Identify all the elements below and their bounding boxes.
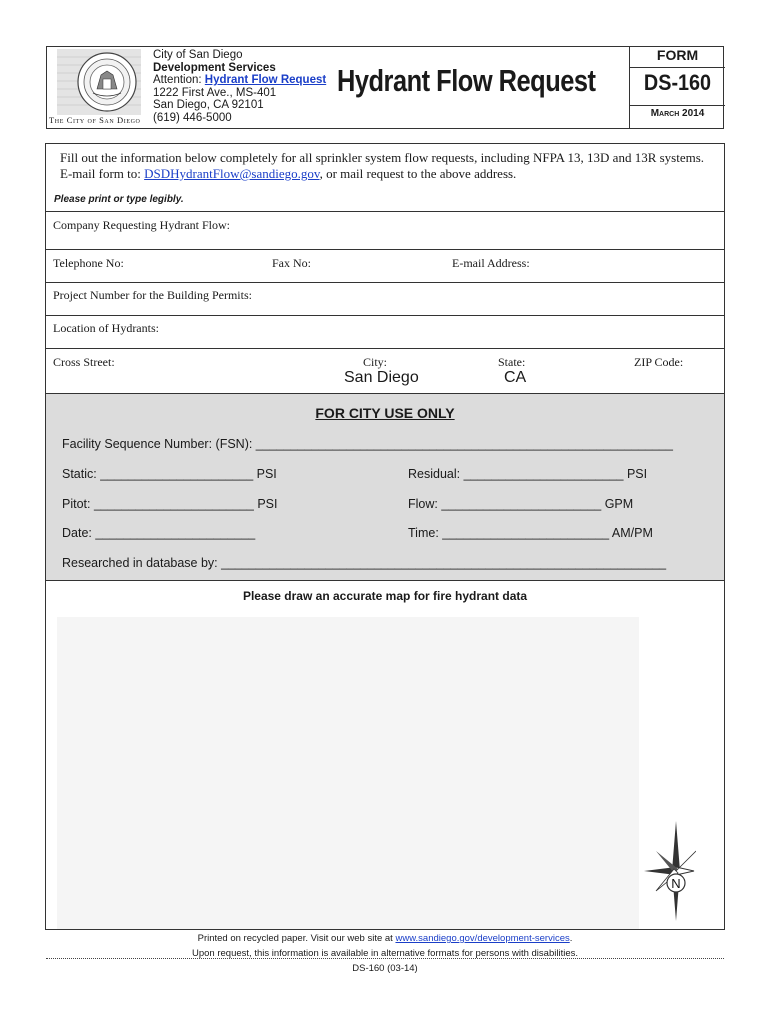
cross-street-label: Cross Street: [53,355,115,369]
email-label: E-mail Address: [452,256,530,270]
pitot-field[interactable]: Pitot: _______________________ PSI [62,497,278,511]
hydrant-location-label: Location of Hydrants: [53,321,159,335]
address-attention [153,74,326,87]
city-value[interactable]: San Diego [344,369,419,386]
flow-field[interactable]: Flow: _______________________ GPM [408,497,634,511]
form-body [45,143,725,930]
address-row [46,348,724,393]
company-field[interactable] [46,211,724,249]
zip-label: ZIP Code: [634,355,684,369]
address-city: City of San Diego [153,49,243,61]
form-id-box [629,46,725,129]
state-label: State: [498,355,526,369]
static-field[interactable]: Static: ______________________ PSI [62,467,277,481]
address-block [153,49,326,124]
instructions-text-end: , or mail request to the above address. [319,166,517,181]
company-label: Company Requesting Hydrant Flow: [53,218,230,232]
instructions-text: Fill out the information below completely for all sprinkler system flow requests, including NFPA 13, 13D and 13R systems. E-mail form to: [60,150,705,181]
attention-label: Attention: [153,74,205,86]
form-box-divider [630,105,725,106]
attention-link[interactable]: Hydrant Flow Request [204,74,327,86]
footer-divider [46,958,724,959]
fax-label: Fax No: [272,256,311,270]
map-drawing-area[interactable] [57,617,639,929]
address-street: 1222 First Ave., MS-401 [153,86,277,99]
footer-recycled-text: Printed on recycled paper. Visit our web site at [197,933,396,944]
state-value[interactable]: CA [504,369,527,386]
address-department: Development Services [153,61,276,74]
city-use-title: FOR CITY USE ONLY [315,405,455,421]
email-link[interactable]: DSDHydrantFlow@sandiego.gov [144,166,320,181]
print-note: Please print or type legibly. [54,194,184,205]
city-seal [47,47,149,125]
fsn-field[interactable]: Facility Sequence Number: (FSN): ____________________________________________________________ [62,437,673,451]
instructions [60,150,710,182]
form-date: March 2014 [650,108,705,119]
date-field[interactable]: Date: _______________________ [62,526,256,540]
address-phone: (619) 446-5000 [153,111,232,124]
time-field[interactable]: Time: ________________________ AM/PM [408,526,653,540]
form-header [46,46,724,129]
form-number: DS-160 [643,70,712,95]
map-title: Please draw an accurate map for fire hydrant data [242,589,528,603]
city-label: City: [363,355,388,369]
contact-row [46,249,724,282]
compass-rose-icon [642,819,696,923]
form-box-divider [630,67,725,68]
footer-form-code: DS-160 (03-14) [352,963,418,974]
footer-alt-formats: Upon request, this information is available in alternative formats for persons with disabilities. [192,948,578,959]
researched-field[interactable]: Researched in database by: ________________________________________________________________ [62,556,667,570]
footer-recycled [0,933,770,944]
project-number-label: Project Number for the Building Permits: [53,288,252,302]
hydrant-location-field[interactable] [46,315,724,348]
website-link[interactable]: www.sandiego.gov/development-services [395,933,570,944]
city-caption: The City of San Diego [49,115,141,125]
footer-period: . [569,933,573,944]
page-title: Hydrant Flow Request [337,63,596,98]
telephone-label: Telephone No: [53,256,124,270]
address-city-state: San Diego, CA 92101 [153,99,264,111]
city-seal-icon [57,49,141,115]
residual-field[interactable]: Residual: _______________________ PSI [408,467,648,481]
city-use-section [46,393,724,581]
project-number-field[interactable] [46,282,724,315]
compass-north-label: N [671,876,681,891]
form-label: FORM [656,47,699,63]
